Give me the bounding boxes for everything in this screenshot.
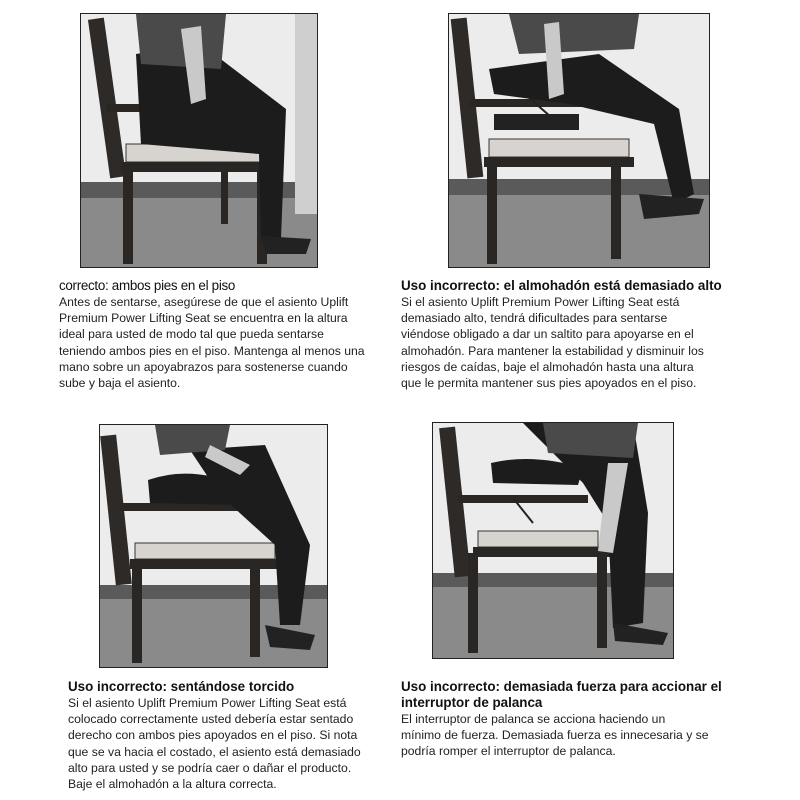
chair-illustration-icon: [433, 423, 673, 658]
panel-correct-both-feet: [59, 278, 379, 391]
photo-too-much-force-lever: [432, 422, 674, 659]
panel-body: El interruptor de palanca se acciona haciendo un mínimo de fuerza. Demasiada fuerza es innecesaria y se podría romper el interruptor de palanca.: [401, 712, 709, 759]
chair-illustration-icon: [449, 14, 709, 267]
photo-correct-both-feet: [80, 13, 318, 268]
panel-heading: Uso incorrecto: sentándose torcido: [68, 679, 295, 694]
panel-heading: correcto: ambos pies en el piso: [59, 278, 236, 293]
panel-sitting-crooked: [68, 679, 388, 792]
panel-body: Antes de sentarse, asegúrese de que el asiento Uplift Premium Power Lifting Seat se encuentra en la altura ideal para usted de modo tal que pueda sentarse teniendo ambos pies en el piso. Mantenga al menos una mano sobre un apoyabrazos para sostenerse cuando sube y baja el asiento.: [59, 295, 365, 391]
chair-illustration-icon: [100, 425, 327, 667]
panel-body: Si el asiento Uplift Premium Power Lifting Seat está colocado correctamente usted debería estar sentado derecho con ambos pies apoyados en el piso. Si nota que se va hacia el costado, el asiento está demasiado alto para usted y se podría caer o dañar el producto. Baje el almohadón a la altura correcta.: [68, 696, 361, 792]
panel-heading: Uso incorrecto: demasiada fuerza para accionar el interruptor de palanca: [401, 679, 722, 710]
panel-cushion-too-high: [401, 278, 731, 391]
chair-illustration-icon: [81, 14, 317, 267]
panel-body: Si el asiento Uplift Premium Power Lifting Seat está demasiado alto, tendrá dificultades para sentarse viéndose obligado a dar un saltito para apoyarse en el almohadón. Para mantener la estabilidad y disminuir los riesgos de caídas, baje el almohadón hasta una altura que le permita mantener sus pies apoyados en el piso.: [401, 295, 704, 391]
photo-sitting-crooked: [99, 424, 328, 668]
panel-too-much-force-lever: [401, 679, 731, 760]
photo-cushion-too-high: [448, 13, 710, 268]
panel-heading: Uso incorrecto: el almohadón está demasiado alto: [401, 278, 722, 293]
